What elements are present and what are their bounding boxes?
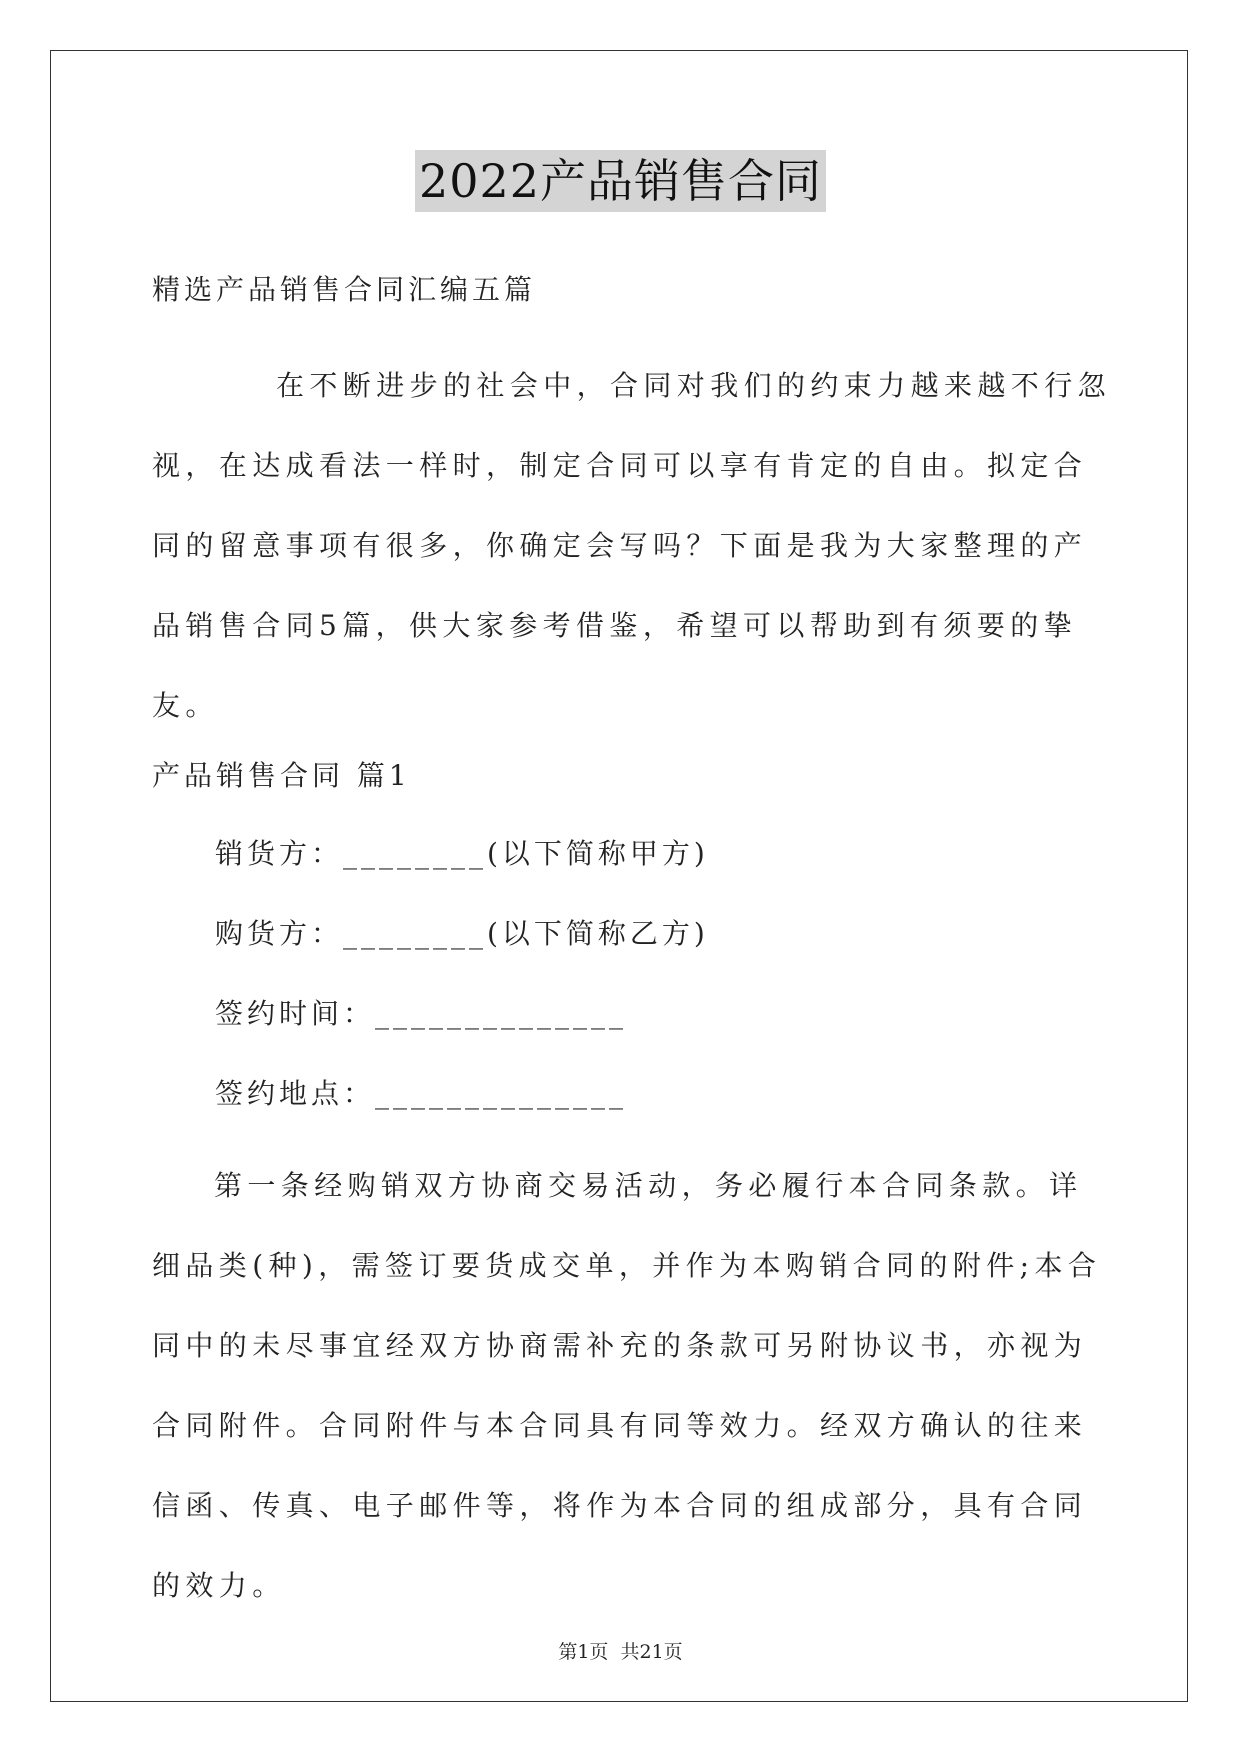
intro-paragraph: 在不断进步的社会中，合同对我们的约束力越来越不行忽视，在达成看法一样时，制定合同可以享有肯定的自由。拟定合同的留意事项有很多，你确定会写吗？下面是我为大家整理的产品销售合同5篇，供大家参考借鉴，希望可以帮助到有须要的挚友。 <box>152 369 1112 722</box>
seller-line: 销货方：________(以下简称甲方) <box>215 837 709 870</box>
signing-place-line: 签约地点：______________ <box>215 1077 628 1110</box>
buyer-line: 购货方：________(以下简称乙方) <box>215 917 709 950</box>
document-title: 2022产品销售合同 <box>415 150 826 212</box>
section-heading: 产品销售合同 篇1 <box>152 759 411 792</box>
document-subtitle: 精选产品销售合同汇编五篇 <box>152 273 537 306</box>
article-1-paragraph: 第一条经购销双方协商交易活动，务必履行本合同条款。详细品类(种)，需签订要货成交单，并作为本购销合同的附件;本合同中的未尽事宜经双方协商需补充的条款可另附协议书，亦视为合同附件。合同附件与本合同具有同等效力。经双方确认的往来信函、传真、电子邮件等，将作为本合同的组成部分，具有合同的效力。 <box>152 1169 1102 1602</box>
signing-time-line: 签约时间：______________ <box>215 997 628 1030</box>
page-footer: 第1页 共21页 <box>558 1641 683 1663</box>
title-container <box>0 150 1241 212</box>
